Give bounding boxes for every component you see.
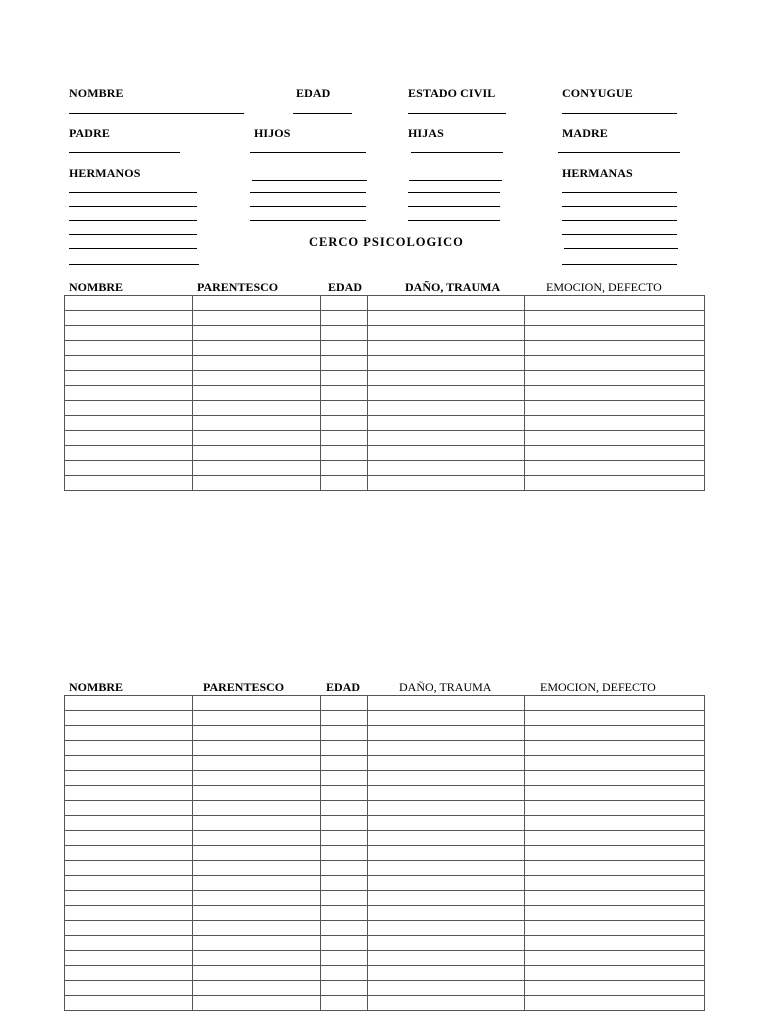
table2-cell-dano-trauma[interactable] [368, 756, 525, 771]
table2-cell-parentesco[interactable] [193, 831, 321, 846]
table1-cell-edad[interactable] [321, 446, 368, 461]
table2-row [65, 711, 705, 726]
table2-cell-emocion-defecto[interactable] [525, 966, 705, 981]
table2-cell-dano-trauma[interactable] [368, 966, 525, 981]
table2-row [65, 726, 705, 741]
table2-cell-emocion-defecto[interactable] [525, 876, 705, 891]
table1-cell-parentesco[interactable] [193, 341, 321, 356]
table2-cell-dano-trauma[interactable] [368, 996, 525, 1011]
table2-cell-edad[interactable] [321, 726, 368, 741]
table1-cell-edad[interactable] [321, 461, 368, 476]
table2-cell-emocion-defecto[interactable] [525, 996, 705, 1011]
table2-cell-edad[interactable] [321, 696, 368, 711]
table1-cell-edad[interactable] [321, 401, 368, 416]
table2-cell-edad[interactable] [321, 996, 368, 1011]
table1-row [65, 341, 705, 356]
table2-cell-parentesco[interactable] [193, 711, 321, 726]
hermanas-line-3[interactable] [562, 220, 677, 221]
table2-cell-dano-trauma[interactable] [368, 861, 525, 876]
table2-row [65, 906, 705, 921]
table2-cell-nombre[interactable] [65, 711, 193, 726]
table2-cell-nombre[interactable] [65, 951, 193, 966]
table2-row [65, 771, 705, 786]
table1-cell-parentesco[interactable] [193, 326, 321, 341]
table2-cell-parentesco[interactable] [193, 801, 321, 816]
table1-cell-nombre[interactable] [65, 431, 193, 446]
table1-row [65, 311, 705, 326]
table1-cell-dano-trauma[interactable] [368, 356, 525, 371]
table2-header-parentesco: PARENTESCO [203, 680, 285, 694]
table2-cell-emocion-defecto[interactable] [525, 771, 705, 786]
hijos-label: HIJOS [254, 126, 291, 140]
table2-cell-edad[interactable] [321, 831, 368, 846]
table2-header-nombre: NOMBRE [69, 680, 123, 694]
table2-row [65, 876, 705, 891]
table1-cell-parentesco[interactable] [193, 446, 321, 461]
table2-cell-emocion-defecto[interactable] [525, 786, 705, 801]
table1-cell-emocion-defecto[interactable] [525, 446, 705, 461]
table2-cell-edad[interactable] [321, 801, 368, 816]
table2-cell-parentesco[interactable] [193, 951, 321, 966]
table2-cell-emocion-defecto[interactable] [525, 816, 705, 831]
table1-cell-nombre[interactable] [65, 386, 193, 401]
table1-header-parentesco: PARENTESCO [197, 280, 279, 294]
table2-row [65, 831, 705, 846]
table1-cell-dano-trauma[interactable] [368, 401, 525, 416]
table2-cell-nombre[interactable] [65, 996, 193, 1011]
madre-field-line[interactable] [558, 152, 680, 153]
table2-cell-dano-trauma[interactable] [368, 816, 525, 831]
table2-cell-parentesco[interactable] [193, 861, 321, 876]
table2-cell-nombre[interactable] [65, 771, 193, 786]
table2-cell-dano-trauma[interactable] [368, 741, 525, 756]
table1-cell-edad[interactable] [321, 311, 368, 326]
hijos-field-line[interactable] [250, 152, 366, 153]
table2-cell-dano-trauma[interactable] [368, 786, 525, 801]
table2-cell-dano-trauma[interactable] [368, 846, 525, 861]
table2-cell-nombre[interactable] [65, 816, 193, 831]
hijas-line-2[interactable] [408, 192, 500, 193]
table2-cell-emocion-defecto[interactable] [525, 846, 705, 861]
table1-cell-parentesco[interactable] [193, 401, 321, 416]
table2-cell-edad[interactable] [321, 711, 368, 726]
table2-cell-nombre[interactable] [65, 906, 193, 921]
table1-cell-emocion-defecto[interactable] [525, 431, 705, 446]
padre-field-line[interactable] [69, 152, 180, 153]
table2-cell-parentesco[interactable] [193, 846, 321, 861]
table2-cell-parentesco[interactable] [193, 936, 321, 951]
table2-row [65, 891, 705, 906]
table1-cell-emocion-defecto[interactable] [525, 341, 705, 356]
table2-row [65, 846, 705, 861]
table2-cell-parentesco[interactable] [193, 816, 321, 831]
hijos-line-1[interactable] [252, 180, 367, 181]
edad-label: EDAD [296, 86, 331, 100]
table2-cell-edad[interactable] [321, 756, 368, 771]
table2-row [65, 981, 705, 996]
table2-cell-dano-trauma[interactable] [368, 921, 525, 936]
table2-row [65, 861, 705, 876]
table1-row [65, 386, 705, 401]
table2-cell-emocion-defecto[interactable] [525, 891, 705, 906]
table2-cell-dano-trauma[interactable] [368, 891, 525, 906]
table1-cell-parentesco[interactable] [193, 296, 321, 311]
table1-row [65, 326, 705, 341]
table2-row [65, 951, 705, 966]
table2-header-dano-trauma: DAÑO, TRAUMA [399, 680, 492, 694]
table2-cell-emocion-defecto[interactable] [525, 696, 705, 711]
table2-row [65, 756, 705, 771]
edad-field-line[interactable] [293, 113, 352, 114]
table1-cell-nombre[interactable] [65, 416, 193, 431]
table2-grid [64, 695, 705, 1011]
table2-cell-dano-trauma[interactable] [368, 906, 525, 921]
hijas-line-3[interactable] [408, 206, 500, 207]
table2-cell-emocion-defecto[interactable] [525, 801, 705, 816]
hermanos-line-4[interactable] [69, 234, 197, 235]
hijos-line-2[interactable] [250, 192, 366, 193]
table2-cell-parentesco[interactable] [193, 771, 321, 786]
table1-row [65, 461, 705, 476]
table2-cell-dano-trauma[interactable] [368, 696, 525, 711]
table2-cell-emocion-defecto[interactable] [525, 756, 705, 771]
table2-cell-edad[interactable] [321, 891, 368, 906]
table1-cell-nombre[interactable] [65, 371, 193, 386]
table1-cell-dano-trauma[interactable] [368, 326, 525, 341]
table1-cell-edad[interactable] [321, 386, 368, 401]
table1-header-dano-trauma: DAÑO, TRAUMA [405, 280, 501, 294]
conyugue-label: CONYUGUE [562, 86, 633, 100]
table2-header-edad: EDAD [326, 680, 361, 694]
table1-cell-parentesco[interactable] [193, 416, 321, 431]
hermanas-line-5[interactable] [564, 248, 678, 249]
table2-cell-edad[interactable] [321, 741, 368, 756]
madre-label: MADRE [562, 126, 608, 140]
hijas-line-4[interactable] [408, 220, 500, 221]
table2-row [65, 966, 705, 981]
table1-cell-parentesco[interactable] [193, 431, 321, 446]
table2-cell-nombre[interactable] [65, 786, 193, 801]
table1-cell-emocion-defecto[interactable] [525, 356, 705, 371]
table2-cell-edad[interactable] [321, 936, 368, 951]
table2-cell-dano-trauma[interactable] [368, 726, 525, 741]
table2-cell-nombre[interactable] [65, 891, 193, 906]
table2-row [65, 816, 705, 831]
table1-cell-nombre[interactable] [65, 461, 193, 476]
hermanas-label: HERMANAS [562, 166, 633, 180]
nombre-field-line[interactable] [69, 113, 244, 114]
table2-cell-nombre[interactable] [65, 801, 193, 816]
hijas-field-line[interactable] [411, 152, 503, 153]
table2-cell-emocion-defecto[interactable] [525, 906, 705, 921]
table2-cell-nombre[interactable] [65, 741, 193, 756]
table1-cell-dano-trauma[interactable] [368, 446, 525, 461]
table2-cell-edad[interactable] [321, 876, 368, 891]
table1-cell-emocion-defecto[interactable] [525, 461, 705, 476]
hermanos-line-2[interactable] [69, 206, 197, 207]
table1-row [65, 356, 705, 371]
table2-cell-dano-trauma[interactable] [368, 711, 525, 726]
hermanos-line-3[interactable] [69, 220, 197, 221]
table2-cell-parentesco[interactable] [193, 966, 321, 981]
hermanos-line-1[interactable] [69, 192, 197, 193]
table2-cell-parentesco[interactable] [193, 996, 321, 1011]
table2-cell-parentesco[interactable] [193, 876, 321, 891]
table1-cell-edad[interactable] [321, 476, 368, 491]
table1-cell-parentesco[interactable] [193, 476, 321, 491]
table1-cell-parentesco[interactable] [193, 371, 321, 386]
table1-cell-dano-trauma[interactable] [368, 296, 525, 311]
hijas-line-1[interactable] [409, 180, 502, 181]
table2-row [65, 936, 705, 951]
table2-cell-dano-trauma[interactable] [368, 936, 525, 951]
table2-cell-emocion-defecto[interactable] [525, 861, 705, 876]
table2-cell-nombre[interactable] [65, 876, 193, 891]
table1-cell-nombre[interactable] [65, 356, 193, 371]
table2-cell-edad[interactable] [321, 786, 368, 801]
section-title: CERCO PSICOLOGICO [309, 235, 464, 249]
table1-cell-nombre[interactable] [65, 401, 193, 416]
table2-cell-emocion-defecto[interactable] [525, 831, 705, 846]
table2-cell-dano-trauma[interactable] [368, 771, 525, 786]
table1-header-edad: EDAD [328, 280, 363, 294]
table2-cell-edad[interactable] [321, 966, 368, 981]
table1-header-nombre: NOMBRE [69, 280, 123, 294]
table2-cell-nombre[interactable] [65, 846, 193, 861]
table1-cell-edad[interactable] [321, 296, 368, 311]
table1-cell-parentesco[interactable] [193, 386, 321, 401]
hijos-line-3[interactable] [250, 206, 366, 207]
table2-cell-dano-trauma[interactable] [368, 801, 525, 816]
table1-cell-nombre[interactable] [65, 311, 193, 326]
table1-row [65, 446, 705, 461]
hijas-label: HIJAS [408, 126, 444, 140]
table2-cell-parentesco[interactable] [193, 741, 321, 756]
table1-cell-emocion-defecto[interactable] [525, 371, 705, 386]
table2-cell-parentesco[interactable] [193, 981, 321, 996]
table2-cell-edad[interactable] [321, 981, 368, 996]
table2-cell-nombre[interactable] [65, 966, 193, 981]
table1-cell-emocion-defecto[interactable] [525, 311, 705, 326]
table2-cell-nombre[interactable] [65, 756, 193, 771]
table2-header-emocion-defecto: EMOCION, DEFECTO [540, 680, 656, 694]
hermanos-line-5[interactable] [69, 248, 197, 249]
table1-cell-parentesco[interactable] [193, 311, 321, 326]
table1-cell-nombre[interactable] [65, 341, 193, 356]
table1-cell-emocion-defecto[interactable] [525, 401, 705, 416]
table1-cell-dano-trauma[interactable] [368, 431, 525, 446]
table2-cell-nombre[interactable] [65, 936, 193, 951]
padre-label: PADRE [69, 126, 110, 140]
estado-civil-label: ESTADO CIVIL [408, 86, 496, 100]
nombre-label: NOMBRE [69, 86, 124, 100]
table2-cell-emocion-defecto[interactable] [525, 726, 705, 741]
table2-cell-parentesco[interactable] [193, 891, 321, 906]
table2-row [65, 696, 705, 711]
table2-cell-emocion-defecto[interactable] [525, 936, 705, 951]
table2-cell-parentesco[interactable] [193, 921, 321, 936]
table1-cell-nombre[interactable] [65, 446, 193, 461]
table1-cell-dano-trauma[interactable] [368, 461, 525, 476]
table2-cell-emocion-defecto[interactable] [525, 951, 705, 966]
table1-cell-dano-trauma[interactable] [368, 371, 525, 386]
table1-row [65, 296, 705, 311]
table1-cell-edad[interactable] [321, 356, 368, 371]
table2-cell-edad[interactable] [321, 921, 368, 936]
table1-cell-emocion-defecto[interactable] [525, 476, 705, 491]
table2-cell-emocion-defecto[interactable] [525, 711, 705, 726]
table2-cell-nombre[interactable] [65, 861, 193, 876]
table2-cell-dano-trauma[interactable] [368, 831, 525, 846]
table1-cell-emocion-defecto[interactable] [525, 386, 705, 401]
table2-cell-nombre[interactable] [65, 696, 193, 711]
table1-cell-dano-trauma[interactable] [368, 341, 525, 356]
table1-cell-dano-trauma[interactable] [368, 311, 525, 326]
table2-cell-dano-trauma[interactable] [368, 951, 525, 966]
table1-cell-dano-trauma[interactable] [368, 416, 525, 431]
table1-cell-nombre[interactable] [65, 476, 193, 491]
table1-row [65, 476, 705, 491]
table2-cell-dano-trauma[interactable] [368, 981, 525, 996]
table1-cell-nombre[interactable] [65, 296, 193, 311]
table1-grid [64, 295, 705, 491]
estado-civil-field-line[interactable] [408, 113, 506, 114]
conyugue-field-line[interactable] [562, 113, 677, 114]
table1-cell-emocion-defecto[interactable] [525, 296, 705, 311]
table2-cell-edad[interactable] [321, 816, 368, 831]
table2-cell-parentesco[interactable] [193, 756, 321, 771]
table1-row [65, 371, 705, 386]
table1-cell-parentesco[interactable] [193, 356, 321, 371]
table1-cell-emocion-defecto[interactable] [525, 416, 705, 431]
table1-row [65, 416, 705, 431]
hermanas-line-4[interactable] [562, 234, 677, 235]
table1-cell-edad[interactable] [321, 416, 368, 431]
table1-row [65, 431, 705, 446]
table2-cell-nombre[interactable] [65, 726, 193, 741]
table2-cell-parentesco[interactable] [193, 786, 321, 801]
table2-cell-emocion-defecto[interactable] [525, 981, 705, 996]
table2-row [65, 786, 705, 801]
table1-cell-parentesco[interactable] [193, 461, 321, 476]
table1-header-emocion-defecto: EMOCION, DEFECTO [546, 280, 662, 294]
table2-row [65, 741, 705, 756]
hermanas-line-2[interactable] [562, 206, 677, 207]
table1-cell-nombre[interactable] [65, 326, 193, 341]
hermanos-line-6[interactable] [69, 264, 199, 265]
table2-cell-parentesco[interactable] [193, 696, 321, 711]
table2-cell-edad[interactable] [321, 951, 368, 966]
hijos-line-4[interactable] [250, 220, 366, 221]
table2-row [65, 801, 705, 816]
table2-cell-dano-trauma[interactable] [368, 876, 525, 891]
hermanas-line-6[interactable] [562, 264, 677, 265]
table1-cell-dano-trauma[interactable] [368, 476, 525, 491]
table2-cell-edad[interactable] [321, 906, 368, 921]
table2-cell-edad[interactable] [321, 846, 368, 861]
table1-cell-dano-trauma[interactable] [368, 386, 525, 401]
table2-cell-nombre[interactable] [65, 831, 193, 846]
hermanas-line-1[interactable] [562, 192, 677, 193]
table2-cell-parentesco[interactable] [193, 906, 321, 921]
table2-cell-emocion-defecto[interactable] [525, 741, 705, 756]
table1-row [65, 401, 705, 416]
table2-cell-emocion-defecto[interactable] [525, 921, 705, 936]
table2-cell-edad[interactable] [321, 771, 368, 786]
hermanos-label: HERMANOS [69, 166, 141, 180]
table1-cell-edad[interactable] [321, 341, 368, 356]
table1-cell-edad[interactable] [321, 431, 368, 446]
table1-cell-emocion-defecto[interactable] [525, 326, 705, 341]
table2-row [65, 996, 705, 1011]
table2-cell-nombre[interactable] [65, 921, 193, 936]
table2-cell-parentesco[interactable] [193, 726, 321, 741]
table2-cell-nombre[interactable] [65, 981, 193, 996]
table1-cell-edad[interactable] [321, 326, 368, 341]
table2-cell-edad[interactable] [321, 861, 368, 876]
table2-row [65, 921, 705, 936]
table1-cell-edad[interactable] [321, 371, 368, 386]
